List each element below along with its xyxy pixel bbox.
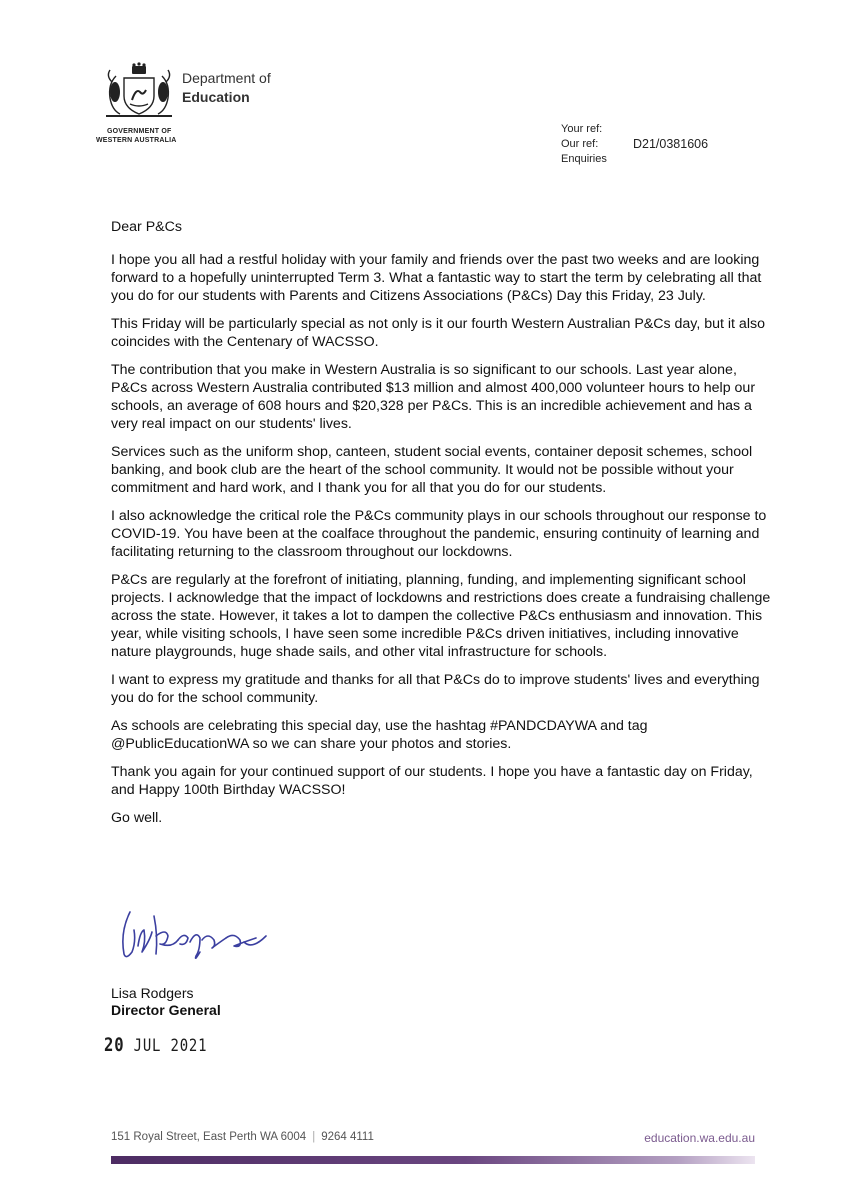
our-ref-value: D21/0381606 (633, 137, 709, 151)
our-ref-label: Our ref: (561, 138, 599, 150)
paragraph-6: P&Cs are regularly at the forefront of initiating, planning, funding, and implementing significant school projects. I acknowledge that the impact of lockdowns and restrictions does create a fundraising challenge across the state. However, it takes a lot to dampen the collective P&Cs enthusiasm and innovation. This year, while visiting schools, I have seen some incredible P&Cs driven initiatives, including innovative nature playgrounds, huge shade sails, and other vital infrastructure for schools. (111, 572, 771, 660)
footer-color-bar (111, 1156, 755, 1164)
signer-title: Director General (111, 1002, 221, 1018)
paragraph-5: I also acknowledge the critical role the P&Cs community plays in our schools throughout our response to COVID-19. You have been at the coalface throughout the pandemic, ensuring continuity of learning and facilitating returning to the classroom throughout our lockdowns. (111, 508, 767, 560)
signer-name: Lisa Rodgers (111, 985, 194, 1001)
salutation-text: Dear P&Cs (111, 219, 182, 235)
your-ref-row (561, 122, 708, 137)
footer-contact (111, 1131, 374, 1145)
paragraph-7: I want to express my gratitude and thanks for all that P&Cs do to improve students' lives and everything you do for the school community. (111, 672, 760, 706)
paragraph-1: I hope you all had a restful holiday with your family and friends over the past two weeks and are looking forward to a hopefully uninterrupted Term 3. What a fantastic way to start the term by celebrating all that you do for our students with Parents and Citizens Associations (P&Cs) Day this Friday, 23 July. (111, 252, 762, 304)
your-ref-label: Your ref: (561, 123, 603, 135)
enquiries-row (561, 152, 708, 167)
salutation (111, 218, 771, 236)
closing-go-well: Go well. (111, 810, 163, 826)
paragraph-8: As schools are celebrating this special day, use the hashtag #PANDCDAYWA and tag @PublicEducationWA so we can share your photos and stories. (111, 718, 648, 752)
paragraph-4: Services such as the uniform shop, canteen, student social events, container deposit schemes, school banking, and book club are the heart of the school community. It would not be possible without your commitment and hard work, and I thank you for all that you do for our students. (111, 444, 753, 496)
letter-body (111, 251, 771, 837)
enquiries-label: Enquiries (561, 153, 607, 165)
paragraph-3: The contribution that you make in Western Australia is so significant to our schools. Last year alone, P&Cs across Western Australia contributed $13 million and almost 400,000 volunteer hours to help our schools, an average of 608 hours and $20,328 per P&Cs. This is an incredible achievement and has a very real impact on our students' lives. (111, 362, 756, 432)
wa-coat-of-arms-icon (96, 62, 182, 120)
handwritten-signature-icon (116, 902, 276, 968)
footer-phone: 9264 4111 (321, 1131, 374, 1143)
paragraph-9: Thank you again for your continued support of our students. I hope you have a fantastic day on Friday, and Happy 100th Birthday WACSSO! (111, 764, 753, 798)
footer-address: 151 Royal Street, East Perth WA 6004 (111, 1131, 307, 1143)
department-name-line-2: Education (182, 89, 250, 105)
our-ref-row (561, 137, 708, 152)
date-stamp-day: 20 (104, 1034, 125, 1056)
date-stamp (104, 1034, 207, 1056)
department-name-line-1: Department of (182, 70, 271, 86)
government-line-1: GOVERNMENT OF (107, 128, 172, 135)
footer-separator: | (312, 1131, 316, 1143)
reference-block (561, 122, 708, 167)
paragraph-2: This Friday will be particularly special as not only is it our fourth Western Australian P&Cs day, but it also coincides with the Centenary of WACSSO. (111, 316, 765, 350)
government-line-2: WESTERN AUSTRALIA (96, 137, 177, 144)
date-stamp-month-year: JUL 2021 (133, 1036, 208, 1056)
footer (111, 1131, 755, 1145)
footer-website-link[interactable]: education.wa.edu.au (644, 1131, 755, 1145)
signer-block (111, 985, 221, 1019)
